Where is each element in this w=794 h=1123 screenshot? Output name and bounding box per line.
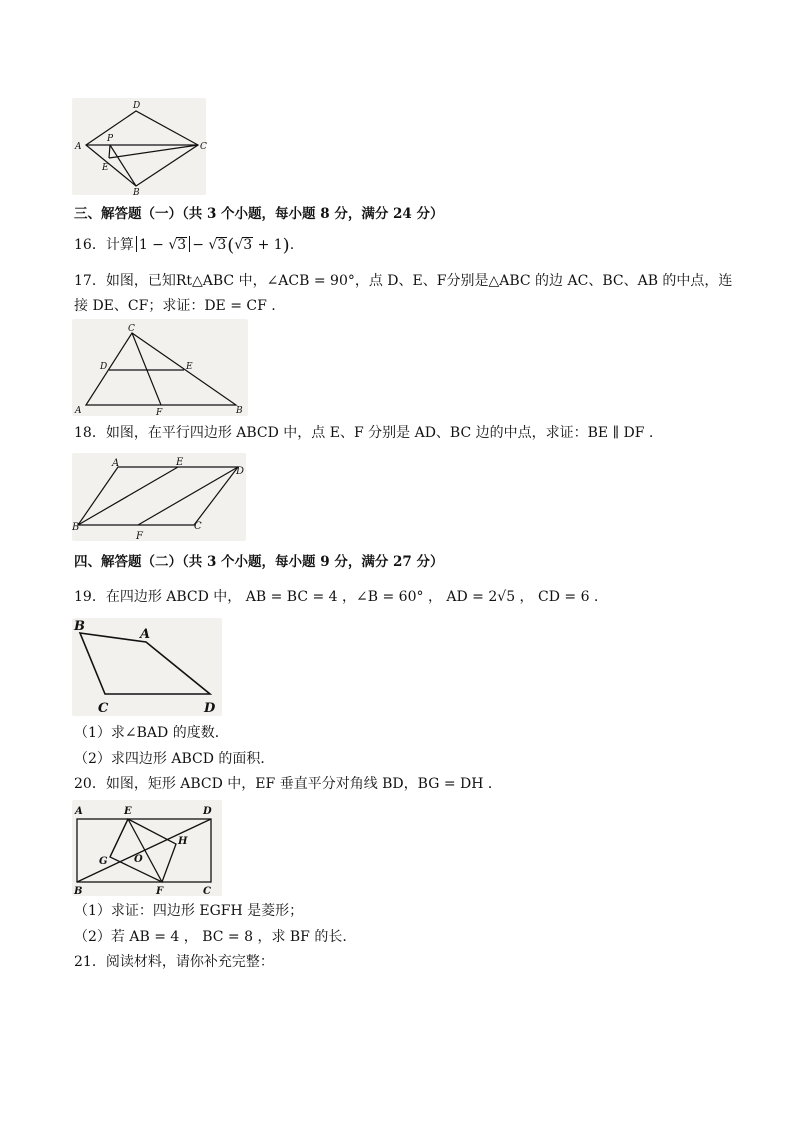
figure-q20-svg — [72, 800, 222, 896]
figure-top-svg — [72, 98, 207, 198]
q18-line1: 18．如图，在平行四边形 ABCD 中，点 E、F 分别是 AD、BC 边的中点，求证：BE ∥ DF . — [74, 425, 654, 441]
label-A: A — [140, 627, 151, 642]
label-D: D — [236, 466, 245, 477]
q17-line1: 17．如图，已知Rt△ABC 中，∠ACB = 90°，点 D、E、F分别是△ABC 的边 AC、BC、AB 的中点，连 — [74, 273, 733, 289]
q20-line1: 20．如图，矩形 ABCD 中，EF 垂直平分对角线 BD，BG = DH ． — [74, 776, 502, 792]
figure-q18-svg — [72, 453, 246, 541]
figure-q19-svg — [72, 618, 222, 716]
label-B: B — [72, 522, 80, 533]
figure-q18-parallelogram — [72, 453, 246, 541]
figure-q20-rectangle — [72, 800, 222, 896]
label-B: B — [74, 619, 85, 634]
label-E: E — [176, 457, 184, 468]
section3-title: 三、解答题（一）（共 3 个小题，每小题 8 分，满分 24 分） — [74, 206, 444, 222]
label-C: C — [128, 324, 135, 334]
label-O: O — [134, 854, 143, 865]
label-C: C — [200, 142, 207, 152]
figure-top-rhombus — [72, 98, 207, 198]
section4-title: 四、解答题（二）（共 3 个小题，每小题 9 分，满分 27 分） — [74, 554, 444, 570]
label-E: E — [102, 163, 109, 173]
q16-prefix: 16．计算 — [74, 237, 134, 253]
label-C: C — [194, 521, 202, 532]
label-C: C — [203, 886, 211, 897]
label-B: B — [236, 406, 243, 416]
label-A: A — [75, 806, 83, 817]
label-F: F — [156, 886, 164, 897]
label-E: E — [186, 362, 193, 372]
q19-sub1: （1）求∠BAD 的度数． — [74, 725, 229, 741]
label-H: H — [178, 836, 188, 847]
label-D: D — [204, 701, 216, 716]
q16-line: 16．计算 1 − √3 − √3(√3 + 1). — [74, 235, 295, 256]
label-A: A — [75, 142, 82, 152]
label-B: B — [133, 188, 140, 198]
label-D: D — [203, 806, 212, 817]
label-F: F — [136, 531, 143, 542]
q17-line2: 接 DE、CF；求证：DE = CF . — [74, 298, 276, 314]
label-A: A — [75, 406, 82, 416]
q20-sub1: （1）求证：四边形 EGFH 是菱形； — [74, 903, 304, 919]
figure-q17-svg — [72, 319, 248, 416]
label-F: F — [156, 408, 163, 418]
label-P: P — [107, 134, 114, 144]
label-G: G — [99, 856, 108, 867]
q21-line1: 21．阅读材料，请你补充完整： — [74, 954, 274, 970]
q19-line1: 19．在四边形 ABCD 中， AB = BC = 4 ，∠B = 60° ， AD = 2√5 ， CD = 6 . — [74, 589, 599, 605]
q20-sub2: （2）若 AB = 4 ， BC = 8 ，求 BF 的长. — [74, 929, 347, 945]
label-C: C — [98, 701, 109, 716]
q19-sub2: （2）求四边形 ABCD 的面积． — [74, 751, 275, 767]
figure-q17-triangle — [72, 319, 248, 416]
label-D: D — [100, 362, 108, 372]
label-E: E — [124, 806, 132, 817]
label-A: A — [112, 458, 120, 469]
figure-q19-quadrilateral — [72, 618, 222, 716]
label-B: B — [74, 886, 83, 897]
label-D: D — [133, 101, 141, 111]
